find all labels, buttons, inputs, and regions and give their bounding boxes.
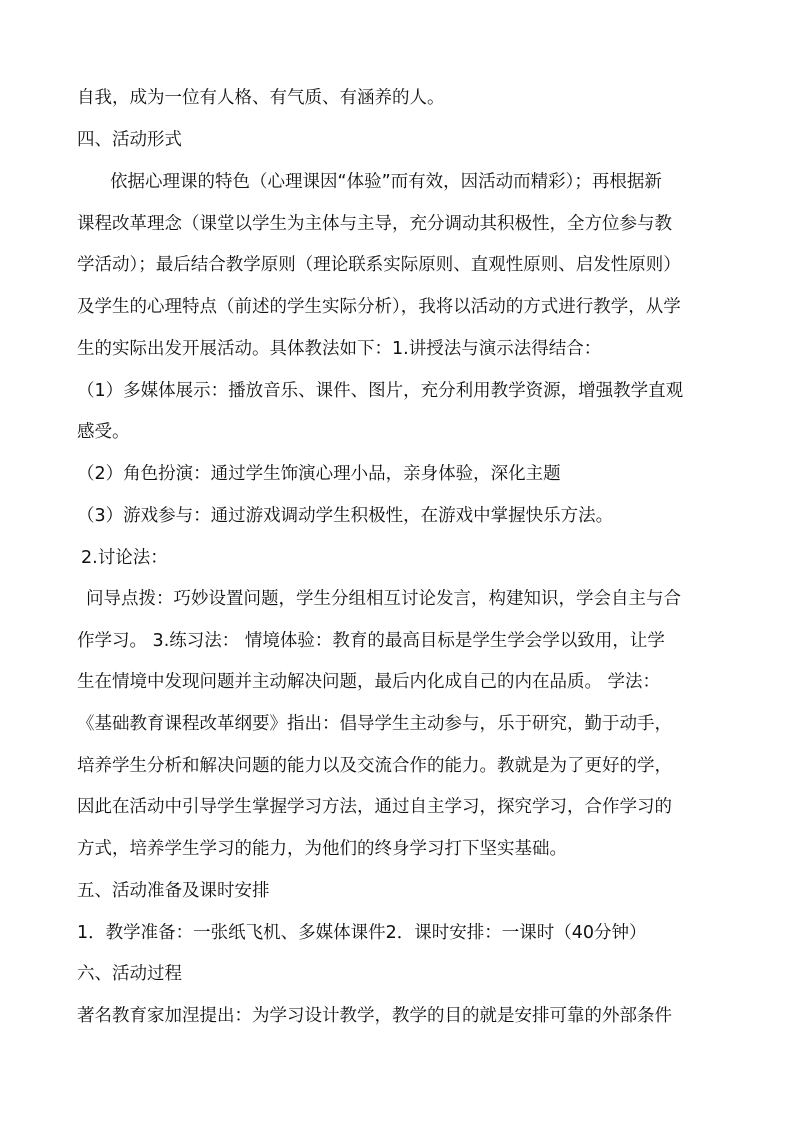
paragraph-line: 课程改革理念（课堂以学生为主体与主导，充分调动其积极性，全方位参与教: [77, 214, 672, 234]
paragraph-line: 生在情境中发现问题并主动解决问题，最后内化成自己的内在品质。 学法：: [77, 672, 661, 692]
paragraph-line: 1．教学准备：一张纸飞机、多媒体课件2．课时安排：一课时（40分钟）: [77, 923, 647, 943]
paragraph-line: 方式，培养学生学习的能力，为他们的终身学习打下坚实基础。: [77, 839, 567, 859]
paragraph-line: 培养学生分析和解决问题的能力以及交流合作的能力。教就是为了更好的学，: [77, 756, 672, 776]
paragraph-line: 自我，成为一位有人格、有气质、有涵养的人。: [77, 88, 445, 108]
section-heading-process: 六、活动过程: [77, 964, 182, 984]
section-heading-preparation: 五、活动准备及课时安排: [77, 881, 270, 901]
paragraph-line: 依据心理课的特色（心理课因“体验”而有效，因活动而精彩）；再根据新: [110, 172, 662, 192]
paragraph-line: 《基础教育课程改革纲要》指出：倡导学生主动参与，乐于研究，勤于动手，: [77, 714, 672, 734]
list-item-line: （1）多媒体展示：播放音乐、课件、图片，充分利用教学资源，增强教学直观: [77, 381, 684, 401]
paragraph-line: 学活动）；最后结合教学原则（理论联系实际原则、直观性原则、启发性原则）: [77, 255, 681, 275]
paragraph-line: 问导点拨：巧妙设置问题，学生分组相互讨论发言，构建知识，学会自主与合: [86, 589, 681, 609]
paragraph-line: 生的实际出发开展活动。具体教法如下：1.讲授法与演示法得结合：: [77, 339, 602, 359]
paragraph-line: 著名教育家加涅提出：为学习设计教学，教学的目的就是安排可靠的外部条件: [77, 1006, 672, 1026]
paragraph-line: 作学习。 3.练习法： 情境体验：教育的最高目标是学生学会学以致用，让学: [77, 631, 665, 651]
paragraph-line: 及学生的心理特点（前述的学生实际分析），我将以活动的方式进行教学，从学: [77, 297, 681, 317]
paragraph-line: 因此在活动中引导学生掌握学习方法，通过自主学习，探究学习，合作学习的: [77, 797, 672, 817]
list-item-line: （3）游戏参与：通过游戏调动学生积极性，在游戏中掌握快乐方法。: [77, 506, 614, 526]
section-heading-activity-form: 四、活动形式: [77, 130, 182, 150]
paragraph-line: 感受。: [77, 422, 130, 442]
subheading-discussion: 2.讨论法：: [81, 548, 168, 568]
list-item-line: （2）角色扮演：通过学生饰演心理小品，亲身体验，深化主题: [77, 464, 561, 484]
